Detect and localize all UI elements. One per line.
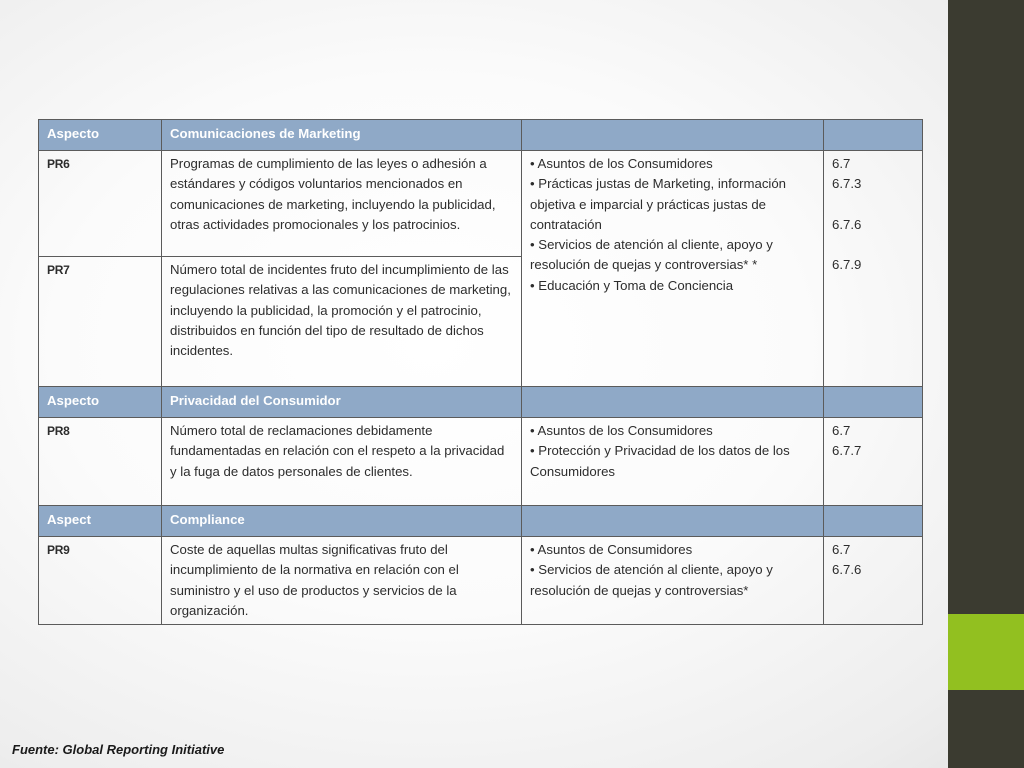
topic-item: • Servicios de atención al cliente, apoyo y resolución de quejas y controversias*	[530, 562, 773, 598]
iso-clause-cell	[824, 537, 923, 625]
clause-number: 6.7.6	[832, 216, 862, 232]
iso-topics-cell	[522, 537, 824, 625]
iso-clause-cell	[824, 151, 923, 387]
clause-number: 6.7	[832, 542, 851, 557]
aspect-title: Privacidad del Consumidor	[162, 387, 522, 418]
table-row	[39, 418, 923, 506]
iso-topics-cell	[522, 151, 824, 387]
aspect-title: Compliance	[162, 506, 522, 537]
source-caption: Fuente: Global Reporting Initiative	[12, 742, 225, 757]
clause-number: 6.7	[832, 156, 851, 171]
table-row	[39, 151, 923, 257]
indicator-code: PR8	[39, 418, 162, 506]
header-empty-cell	[522, 387, 824, 418]
section-header-row	[39, 387, 923, 418]
indicator-code: PR9	[39, 537, 162, 625]
clause-number: 6.7.9	[832, 257, 862, 273]
section-header-row	[39, 120, 923, 151]
gri-indicators-table	[38, 119, 923, 625]
indicator-description: Programas de cumplimiento de las leyes o adhesión a estándares y códigos voluntarios mencionados en comunicaciones de marketing, incluyendo la publicidad, otras actividades promocionales y los patrocinios.	[162, 151, 522, 257]
clause-number: 6.7.6	[832, 562, 862, 578]
topic-item: • Asuntos de Consumidores	[530, 542, 693, 557]
topic-item: • Educación y Toma de Conciencia	[530, 277, 734, 293]
section-header-row	[39, 506, 923, 537]
topic-item: • Asuntos de los Consumidores	[530, 423, 713, 438]
indicator-code: PR7	[39, 257, 162, 387]
aspect-title: Comunicaciones de Marketing	[162, 120, 522, 151]
clause-number: 6.7.3	[832, 176, 862, 192]
header-empty-cell	[522, 120, 824, 151]
indicator-description: Número total de reclamaciones debidamente fundamentadas en relación con el respeto a la privacidad y la fuga de datos personales de clientes.	[162, 418, 522, 506]
topic-item: • Prácticas justas de Marketing, información objetiva e imparcial y prácticas justas de contratación	[530, 176, 787, 232]
topic-item: • Servicios de atención al cliente, apoyo y resolución de quejas y controversias* *	[530, 237, 773, 273]
indicator-description: Coste de aquellas multas significativas fruto del incumplimiento de la normativa en relación con el suministro y el uso de productos y servicios de la organización.	[162, 537, 522, 625]
topic-item: • Asuntos de los Consumidores	[530, 156, 713, 171]
aspect-label: Aspecto	[39, 387, 162, 418]
indicator-description: Número total de incidentes fruto del incumplimiento de las regulaciones relativas a las comunicaciones de marketing, incluyendo la publicidad, la promoción y el patrocinio, distribuidos en función del tipo de resultado de dichos incidentes.	[162, 257, 522, 387]
aspect-label: Aspect	[39, 506, 162, 537]
iso-topics-cell	[522, 418, 824, 506]
clause-number: 6.7	[832, 423, 851, 438]
topic-item: • Protección y Privacidad de los datos de los Consumidores	[530, 443, 790, 479]
decorative-green-square	[948, 614, 1024, 690]
iso-clause-cell	[824, 418, 923, 506]
indicator-code: PR6	[39, 151, 162, 257]
table-row	[39, 537, 923, 625]
header-empty-cell	[824, 120, 923, 151]
aspect-label: Aspecto	[39, 120, 162, 151]
header-empty-cell	[824, 506, 923, 537]
header-empty-cell	[824, 387, 923, 418]
clause-number: 6.7.7	[832, 443, 862, 459]
header-empty-cell	[522, 506, 824, 537]
